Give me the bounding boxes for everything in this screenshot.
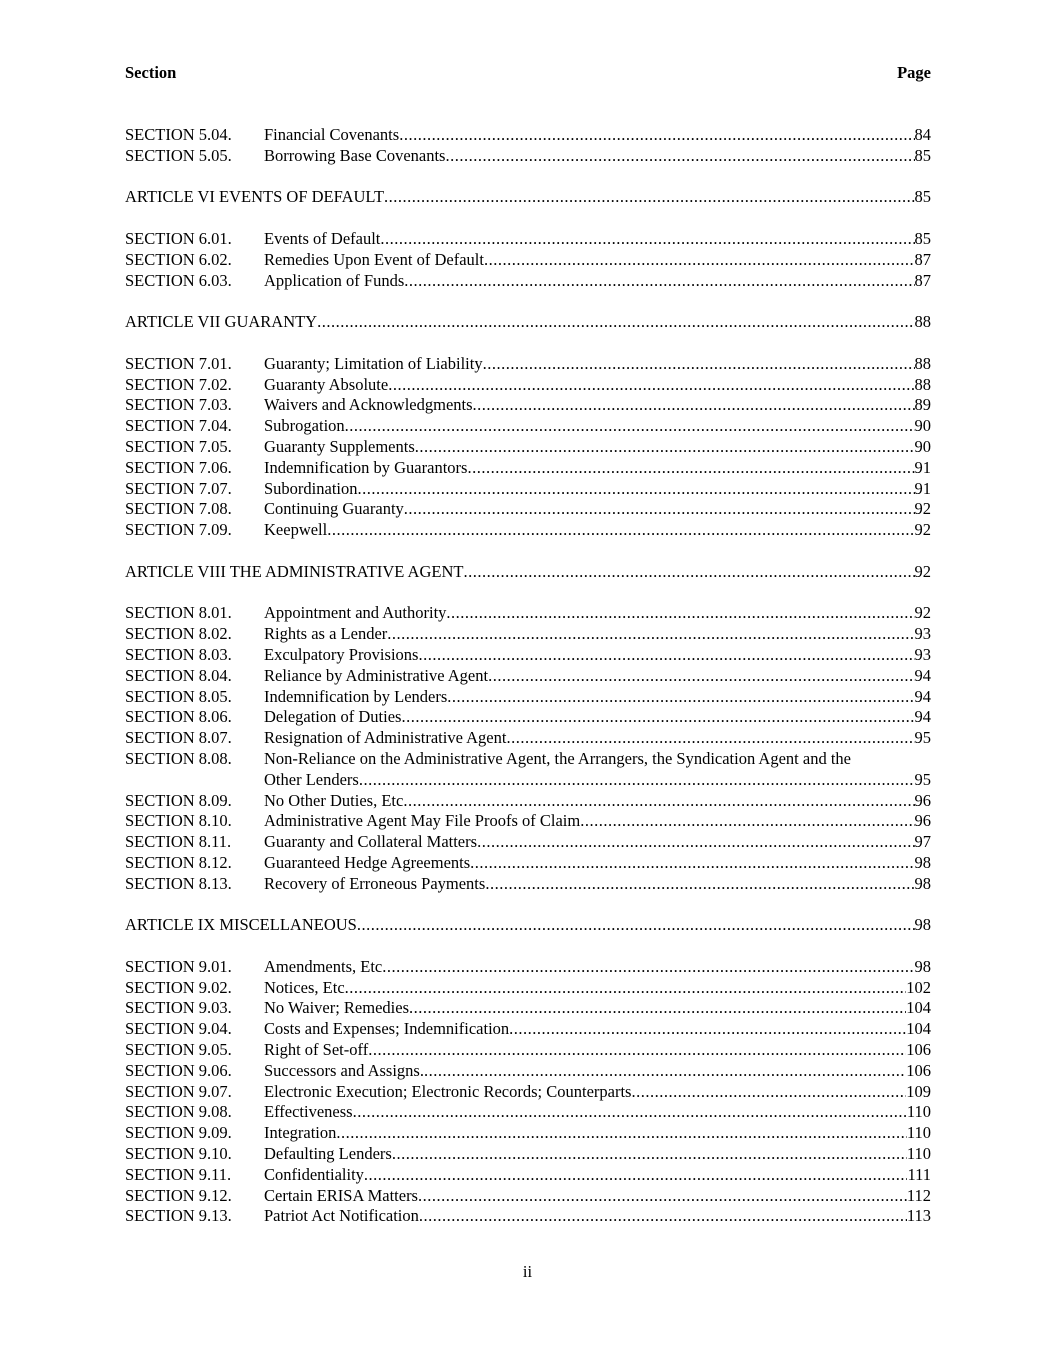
section-number: SECTION 9.12. bbox=[125, 1185, 232, 1205]
toc-entry[interactable] bbox=[125, 458, 931, 479]
section-number: SECTION 8.05. bbox=[125, 686, 232, 706]
toc-entry[interactable] bbox=[125, 271, 931, 292]
section-number: SECTION 9.03. bbox=[125, 998, 232, 1018]
entry-title: Appointment and Authority bbox=[264, 603, 447, 623]
toc-entry[interactable] bbox=[125, 1102, 931, 1123]
entry-title: Effectiveness bbox=[264, 1102, 353, 1122]
toc-article[interactable] bbox=[125, 562, 931, 583]
dot-leader bbox=[418, 645, 914, 666]
section-number: SECTION 9.08. bbox=[125, 1102, 232, 1122]
page-ref: 95 bbox=[914, 769, 931, 789]
entry-title: Waivers and Acknowledgments bbox=[264, 395, 473, 415]
toc-entry[interactable] bbox=[125, 978, 931, 999]
toc-entry[interactable] bbox=[125, 624, 931, 645]
entry-title: Patriot Act Notification bbox=[264, 1206, 419, 1226]
dot-leader bbox=[418, 1186, 907, 1207]
page-ref: 92 bbox=[914, 499, 931, 519]
page-ref: 90 bbox=[914, 436, 931, 456]
page-ref: 97 bbox=[914, 832, 931, 852]
entry-title: Guaranteed Hedge Agreements bbox=[264, 852, 471, 872]
toc-entry[interactable] bbox=[125, 1019, 931, 1040]
section-number: SECTION 7.09. bbox=[125, 520, 232, 540]
toc-entry[interactable] bbox=[125, 1206, 931, 1227]
dot-leader bbox=[445, 146, 914, 167]
page-ref: 98 bbox=[914, 915, 931, 935]
spacer bbox=[125, 541, 931, 562]
toc-entry[interactable] bbox=[125, 375, 931, 396]
dot-leader bbox=[470, 853, 914, 874]
toc-entry[interactable] bbox=[125, 853, 931, 874]
dot-leader bbox=[506, 728, 914, 749]
entry-title: Subrogation bbox=[264, 416, 345, 436]
section-number: SECTION 5.04. bbox=[125, 125, 232, 144]
page-ref: 84 bbox=[914, 125, 931, 144]
page-ref: 112 bbox=[906, 1185, 931, 1205]
dot-leader bbox=[477, 832, 914, 853]
dot-leader bbox=[336, 1123, 906, 1144]
toc-entry[interactable] bbox=[125, 1123, 931, 1144]
section-number: SECTION 8.10. bbox=[125, 811, 232, 831]
page-ref: 91 bbox=[914, 457, 931, 477]
entry-title: Other Lenders bbox=[264, 769, 359, 789]
toc-entry[interactable] bbox=[125, 479, 931, 500]
page-ref: 92 bbox=[914, 603, 931, 623]
dot-leader bbox=[357, 915, 915, 936]
section-number: SECTION 8.09. bbox=[125, 790, 232, 810]
section-number: SECTION 5.05. bbox=[125, 145, 232, 165]
page-ref: 111 bbox=[907, 1164, 931, 1184]
toc-article[interactable] bbox=[125, 187, 931, 208]
dot-leader bbox=[388, 375, 914, 396]
spacer bbox=[125, 333, 931, 354]
dot-leader bbox=[484, 250, 915, 271]
dot-leader bbox=[404, 499, 915, 520]
toc-entry[interactable] bbox=[125, 416, 931, 437]
dot-leader bbox=[509, 1019, 906, 1040]
page-ref: 106 bbox=[906, 1060, 931, 1080]
section-number: SECTION 8.02. bbox=[125, 624, 232, 644]
dot-leader bbox=[447, 687, 914, 708]
dot-leader bbox=[392, 1144, 907, 1165]
dot-leader bbox=[446, 603, 914, 624]
entry-title: Resignation of Administrative Agent bbox=[264, 728, 507, 748]
section-number: SECTION 8.04. bbox=[125, 665, 232, 685]
dot-leader bbox=[364, 1165, 908, 1186]
page-ref: 94 bbox=[914, 707, 931, 727]
toc-entry[interactable] bbox=[125, 229, 931, 250]
spacer bbox=[125, 936, 931, 957]
entry-title: Financial Covenants bbox=[264, 125, 400, 144]
entry-title: Exculpatory Provisions bbox=[264, 644, 419, 664]
page-ref: 110 bbox=[906, 1123, 931, 1143]
entry-title: Certain ERISA Matters bbox=[264, 1185, 418, 1205]
toc-entry[interactable] bbox=[125, 832, 931, 853]
section-number: SECTION 9.11. bbox=[125, 1164, 232, 1184]
page-ref: 93 bbox=[914, 624, 931, 644]
section-number: SECTION 7.03. bbox=[125, 395, 232, 415]
entry-title: Guaranty and Collateral Matters bbox=[264, 832, 478, 852]
toc-entry[interactable] bbox=[125, 250, 931, 271]
toc-entry[interactable] bbox=[125, 354, 931, 375]
section-number: SECTION 7.07. bbox=[125, 478, 232, 498]
dot-leader bbox=[488, 666, 914, 687]
section-number: SECTION 8.11. bbox=[125, 832, 232, 852]
column-header-page: Page bbox=[897, 63, 931, 82]
entry-title: Continuing Guaranty bbox=[264, 499, 404, 519]
section-number: SECTION 9.05. bbox=[125, 1040, 232, 1060]
article-title: ARTICLE IX MISCELLANEOUS bbox=[125, 915, 357, 935]
page-ref: 93 bbox=[914, 644, 931, 664]
page-ref: 89 bbox=[914, 395, 931, 415]
spacer bbox=[125, 583, 931, 604]
page-ref: 85 bbox=[914, 228, 931, 248]
entry-title: Indemnification by Lenders bbox=[264, 686, 448, 706]
toc-entry[interactable] bbox=[125, 1165, 931, 1186]
page-ref: 96 bbox=[914, 811, 931, 831]
page-ref: 106 bbox=[906, 1040, 931, 1060]
section-number: SECTION 6.03. bbox=[125, 270, 232, 290]
toc-entry[interactable] bbox=[125, 125, 931, 146]
dot-leader bbox=[317, 312, 914, 333]
toc-entry[interactable] bbox=[125, 728, 931, 749]
section-number: SECTION 8.01. bbox=[125, 603, 232, 623]
toc-entry-continuation[interactable] bbox=[125, 770, 931, 791]
section-number: SECTION 7.04. bbox=[125, 416, 232, 436]
toc-entry[interactable] bbox=[125, 811, 931, 832]
dot-leader bbox=[345, 978, 907, 999]
page-ref: 92 bbox=[914, 520, 931, 540]
section-number: SECTION 8.06. bbox=[125, 707, 232, 727]
section-number: SECTION 9.07. bbox=[125, 1081, 232, 1101]
dot-leader bbox=[387, 624, 914, 645]
toc-entry[interactable] bbox=[125, 1144, 931, 1165]
toc-article[interactable] bbox=[125, 312, 931, 333]
dot-leader bbox=[401, 707, 914, 728]
dot-leader bbox=[359, 770, 915, 791]
dot-leader bbox=[345, 416, 915, 437]
entry-title: Recovery of Erroneous Payments bbox=[264, 873, 486, 893]
toc-entry[interactable] bbox=[125, 645, 931, 666]
toc-entry[interactable] bbox=[125, 395, 931, 416]
section-number: SECTION 9.09. bbox=[125, 1123, 232, 1143]
entry-title: Successors and Assigns. bbox=[264, 1060, 424, 1080]
section-number: SECTION 8.07. bbox=[125, 728, 232, 748]
toc-entry[interactable] bbox=[125, 707, 931, 728]
section-number: SECTION 8.08. bbox=[125, 748, 232, 768]
section-number: SECTION 9.04. bbox=[125, 1019, 232, 1039]
toc-entry[interactable] bbox=[125, 146, 931, 167]
page-number: ii bbox=[522, 1262, 533, 1281]
toc-entry[interactable] bbox=[125, 957, 931, 978]
table-of-contents bbox=[125, 125, 931, 1227]
page-ref: 110 bbox=[906, 1144, 931, 1164]
page-ref: 85 bbox=[914, 145, 931, 165]
page-ref: 102 bbox=[906, 977, 931, 997]
toc-entry[interactable] bbox=[125, 520, 931, 541]
section-number: SECTION 9.01. bbox=[125, 956, 232, 976]
toc-entry[interactable] bbox=[125, 749, 931, 770]
dot-leader bbox=[368, 1040, 906, 1061]
entry-title: Guaranty; Limitation of Liability bbox=[264, 353, 483, 373]
entry-title: Guaranty Supplements bbox=[264, 436, 415, 456]
section-number: SECTION 9.13. bbox=[125, 1206, 232, 1226]
toc-entry[interactable] bbox=[125, 1082, 931, 1103]
column-header-section: Section bbox=[125, 63, 177, 82]
page-ref: 94 bbox=[914, 665, 931, 685]
dot-leader bbox=[580, 811, 914, 832]
page-ref: 98 bbox=[914, 956, 931, 976]
section-number: SECTION 7.01. bbox=[125, 353, 232, 373]
dot-leader bbox=[353, 1102, 907, 1123]
page-ref: 104 bbox=[906, 1019, 931, 1039]
entry-title: Rights as a Lender bbox=[264, 624, 388, 644]
page-ref: 91 bbox=[914, 478, 931, 498]
toc-entry[interactable] bbox=[125, 687, 931, 708]
entry-title: Integration bbox=[264, 1123, 337, 1143]
section-number: SECTION 8.12. bbox=[125, 852, 232, 872]
dot-leader bbox=[419, 1206, 907, 1227]
page-ref: 90 bbox=[914, 416, 931, 436]
section-number: SECTION 9.06. bbox=[125, 1060, 232, 1080]
page-ref: 85 bbox=[914, 187, 931, 207]
section-number: SECTION 8.03. bbox=[125, 644, 232, 664]
entry-title: Borrowing Base Covenants bbox=[264, 145, 446, 165]
spacer bbox=[125, 167, 931, 188]
section-number: SECTION 7.08. bbox=[125, 499, 232, 519]
page-ref: 88 bbox=[914, 374, 931, 394]
entry-title: Confidentiality bbox=[264, 1164, 364, 1184]
toc-entry[interactable] bbox=[125, 499, 931, 520]
entry-title: Non-Reliance on the Administrative Agent, the Arrangers, the Syndication Agent and the bbox=[264, 748, 851, 768]
section-number: SECTION 8.13. bbox=[125, 873, 232, 893]
entry-title: Amendments, Etc bbox=[264, 956, 383, 976]
entry-title: Notices, Etc bbox=[264, 977, 345, 997]
entry-title: Keepwell bbox=[264, 520, 328, 540]
dot-leader bbox=[380, 229, 914, 250]
toc-entry[interactable] bbox=[125, 437, 931, 458]
entry-title: Electronic Execution; Electronic Records; Counterparts bbox=[264, 1081, 632, 1101]
dot-leader bbox=[467, 458, 914, 479]
dot-leader bbox=[399, 125, 914, 146]
section-number: SECTION 6.02. bbox=[125, 249, 232, 269]
entry-title: Indemnification by Guarantors bbox=[264, 457, 468, 477]
page-ref: 95 bbox=[914, 728, 931, 748]
dot-leader bbox=[409, 998, 906, 1019]
section-number: SECTION 7.06. bbox=[125, 457, 232, 477]
page-ref: 98 bbox=[914, 873, 931, 893]
dot-leader bbox=[483, 354, 915, 375]
page-ref: 88 bbox=[914, 312, 931, 332]
page-ref: 113 bbox=[906, 1206, 931, 1226]
entry-title: Right of Set-off bbox=[264, 1040, 369, 1060]
section-number: SECTION 7.02. bbox=[125, 374, 232, 394]
spacer bbox=[125, 894, 931, 915]
entry-title: Administrative Agent May File Proofs of Claim bbox=[264, 811, 581, 831]
section-number: SECTION 9.10. bbox=[125, 1144, 232, 1164]
spacer bbox=[125, 291, 931, 312]
dot-leader bbox=[382, 957, 914, 978]
toc-entry[interactable] bbox=[125, 1186, 931, 1207]
article-title: ARTICLE VIII THE ADMINISTRATIVE AGENT bbox=[125, 561, 464, 581]
article-title: ARTICLE VII GUARANTY bbox=[125, 312, 318, 332]
entry-title: Guaranty Absolute bbox=[264, 374, 389, 394]
toc-entry[interactable] bbox=[125, 666, 931, 687]
toc-entry[interactable] bbox=[125, 603, 931, 624]
dot-leader bbox=[327, 520, 914, 541]
dot-leader bbox=[485, 874, 914, 895]
entry-title: Defaulting Lenders bbox=[264, 1144, 392, 1164]
toc-entry[interactable] bbox=[125, 1061, 931, 1082]
page-ref: 98 bbox=[914, 852, 931, 872]
section-number: SECTION 7.05. bbox=[125, 436, 232, 456]
toc-entry[interactable] bbox=[125, 998, 931, 1019]
entry-title: Remedies Upon Event of Default bbox=[264, 249, 484, 269]
entry-title: Reliance by Administrative Agent bbox=[264, 665, 489, 685]
toc-article[interactable] bbox=[125, 915, 931, 936]
dot-leader bbox=[424, 1061, 906, 1082]
entry-title: No Other Duties, Etc bbox=[264, 790, 404, 810]
toc-entry[interactable] bbox=[125, 1040, 931, 1061]
page-ref: 88 bbox=[914, 353, 931, 373]
page-ref: 96 bbox=[914, 790, 931, 810]
toc-entry[interactable] bbox=[125, 791, 931, 812]
page-ref: 87 bbox=[914, 270, 931, 290]
dot-leader bbox=[463, 562, 914, 583]
article-title: ARTICLE VI EVENTS OF DEFAULT bbox=[125, 187, 385, 207]
dot-leader bbox=[415, 437, 915, 458]
toc-entry[interactable] bbox=[125, 874, 931, 895]
dot-leader bbox=[473, 395, 915, 416]
dot-leader bbox=[358, 479, 915, 500]
page-ref: 87 bbox=[914, 249, 931, 269]
page-ref: 104 bbox=[906, 998, 931, 1018]
entry-title: No Waiver; Remedies bbox=[264, 998, 409, 1018]
dot-leader bbox=[404, 271, 914, 292]
entry-title: Application of Funds bbox=[264, 270, 405, 290]
entry-title: Delegation of Duties bbox=[264, 707, 402, 727]
spacer bbox=[125, 208, 931, 229]
entry-title: Costs and Expenses; Indemnification bbox=[264, 1019, 510, 1039]
page-ref: 110 bbox=[906, 1102, 931, 1122]
section-number: SECTION 6.01. bbox=[125, 228, 232, 248]
dot-leader bbox=[403, 791, 914, 812]
page-ref: 109 bbox=[906, 1081, 931, 1101]
entry-title: Events of Default bbox=[264, 228, 381, 248]
entry-title: Subordination bbox=[264, 478, 358, 498]
section-number: SECTION 9.02. bbox=[125, 977, 232, 997]
page-ref: 92 bbox=[914, 561, 931, 581]
page-ref: 94 bbox=[914, 686, 931, 706]
dot-leader bbox=[384, 187, 914, 208]
dot-leader bbox=[631, 1082, 906, 1103]
